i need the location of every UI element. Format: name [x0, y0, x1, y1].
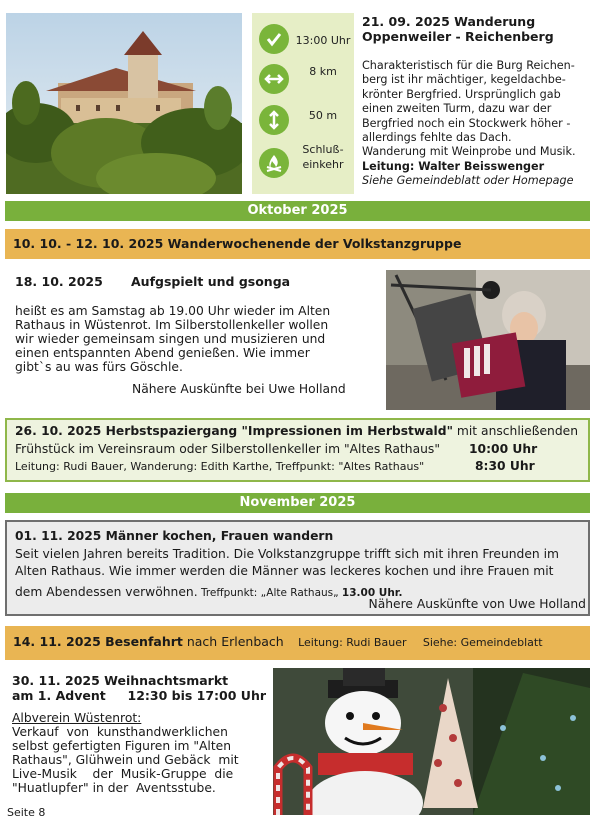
event-xmas-time: am 1. Advent 12:30 bis 17:00 Uhr	[12, 688, 267, 703]
tour-route-title: Oppenweiler - Reichenberg	[362, 29, 554, 44]
event-music-line: gibt`s au was fürs Göschle.	[15, 360, 183, 374]
stat-elevation-text: 50 m	[308, 109, 338, 122]
event-xmas-line: Live-Musik der Musik-Gruppe die	[12, 767, 234, 781]
event-xmas-line: Rathaus", Glühwein und Gebäck mit	[12, 753, 239, 767]
accordion-photo	[386, 270, 590, 410]
tour-text-line: krönter Bergfried. Ursprünglich gab	[362, 87, 561, 101]
event-music-line: Rathaus in Wüstenrot. Im Silberstollenkeller wollen	[15, 318, 329, 332]
stat-distance	[252, 62, 362, 106]
event-cooking-meeting-time: 13.00 Uhr.	[341, 587, 403, 599]
event-cooking-line: Alten Rathaus. Wie immer werden die Männer was leckeres kochen und ihre Frauen mit	[15, 564, 554, 578]
event-xmas-title: 30. 11. 2025 Weihnachtsmarkt	[12, 673, 229, 688]
event-broom-leader: Leitung: Rudi Bauer	[298, 636, 407, 649]
stat-rest	[252, 144, 362, 192]
tour-leader: Leitung: Walter Beisswenger	[362, 159, 545, 173]
event-broom-note: Siehe: Gemeindeblatt	[422, 636, 543, 649]
event-broom-title: 14. 11. 2025 Besenfahrt	[13, 634, 183, 649]
event-music	[15, 274, 375, 396]
tour-description	[362, 14, 592, 189]
tour-text-line: einen zweiten Turm, dazu war der	[362, 102, 552, 116]
castle-photo	[6, 13, 242, 194]
event-cooking-title: 01. 11. 2025 Männer kochen, Frauen wandern	[15, 529, 334, 543]
event-music-line: heißt es am Samstag ab 19.00 Uhr wieder im Alten	[15, 304, 331, 318]
stat-rest-text: Schluß- einkehr	[302, 143, 344, 171]
event-xmas	[12, 673, 267, 795]
event-music-date: 18. 10. 2025	[15, 274, 103, 289]
event-xmas-line: "Huatlupfer" in der Aventsstube.	[12, 781, 216, 795]
tour-text-line: Wanderung mit Weinprobe und Musik.	[362, 145, 576, 159]
event-box-cooking	[5, 520, 590, 616]
event-autumn-title: 26. 10. 2025 Herbstspaziergang "Impressionen im Herbstwald"	[15, 424, 453, 438]
month-header-october: Oktober 2025	[5, 201, 590, 221]
event-cooking-line3: dem Abendessen verwöhnen.	[15, 585, 198, 599]
christmas-photo	[273, 668, 590, 815]
event-box-autumn	[5, 418, 590, 482]
month-header-november: November 2025	[5, 493, 590, 513]
distance-arrows-icon	[259, 64, 289, 94]
event-autumn-line3: Leitung: Rudi Bauer, Wanderung: Edith Karthe, Treffpunkt: "Altes Rathaus"	[15, 460, 425, 473]
event-cooking-contact: Nähere Auskünfte von Uwe Holland	[368, 597, 586, 611]
event-autumn-line2: Frühstück im Vereinsraum oder Silberstollenkeller im "Altes Rathaus"	[15, 442, 440, 456]
tour-stats-panel	[252, 13, 354, 194]
stat-distance-text: 8 km	[309, 65, 337, 78]
event-xmas-line: selbst gefertigten Figuren im "Alten	[12, 739, 232, 753]
tour-text-line: Bergfried noch ein Stockwerk höher -	[362, 116, 571, 130]
event-autumn-time2: 8:30 Uhr	[475, 459, 535, 473]
tour-note: Siehe Gemeindeblatt oder Homepage	[362, 174, 574, 188]
tour-text-line: allerdings fehlte das Dach.	[362, 131, 512, 145]
event-bar-weekend	[5, 229, 590, 259]
event-music-line: einen entspannten Abend genießen. Wie immer	[15, 346, 310, 360]
event-bar-broom	[5, 626, 590, 660]
event-xmas-line: Verkauf von kunsthandwerklichen	[12, 725, 228, 739]
elevation-arrows-icon	[259, 105, 289, 135]
stat-time	[252, 18, 362, 62]
tour-text-line: berg ist ihr mächtiger, kegeldachbe-	[362, 73, 566, 87]
event-weekend-title: 10. 10. - 12. 10. 2025 Wanderwochenende der Volkstanzgruppe	[13, 236, 462, 251]
event-autumn-title-rest: mit anschließenden	[453, 424, 578, 438]
tour-date-title: 21. 09. 2025 Wanderung	[362, 14, 536, 29]
event-cooking-meeting: Treffpunkt: „Alte Rathaus„	[197, 587, 342, 599]
stat-time-text: 13:00 Uhr	[295, 34, 351, 47]
event-music-title: Aufgspielt und gsonga	[131, 274, 291, 289]
event-cooking-line: Seit vielen Jahren bereits Tradition. Die Volkstanzgruppe trifft sich mit ihren Freunden im	[15, 547, 560, 561]
page-number: Seite 8	[7, 806, 46, 819]
event-music-line: wir wieder gemeinsam singen und musizieren und	[15, 332, 326, 346]
tour-text-line: Charakteristisch für die Burg Reichen-	[362, 59, 575, 72]
event-music-contact: Nähere Auskünfte bei Uwe Holland	[132, 382, 346, 396]
clock-icon	[259, 24, 289, 54]
event-broom-title-rest: nach Erlenbach	[182, 634, 284, 649]
event-xmas-org: Albverein Wüstenrot:	[12, 711, 142, 725]
campfire-icon	[259, 148, 289, 178]
event-autumn-time1: 10:00 Uhr	[469, 442, 538, 456]
